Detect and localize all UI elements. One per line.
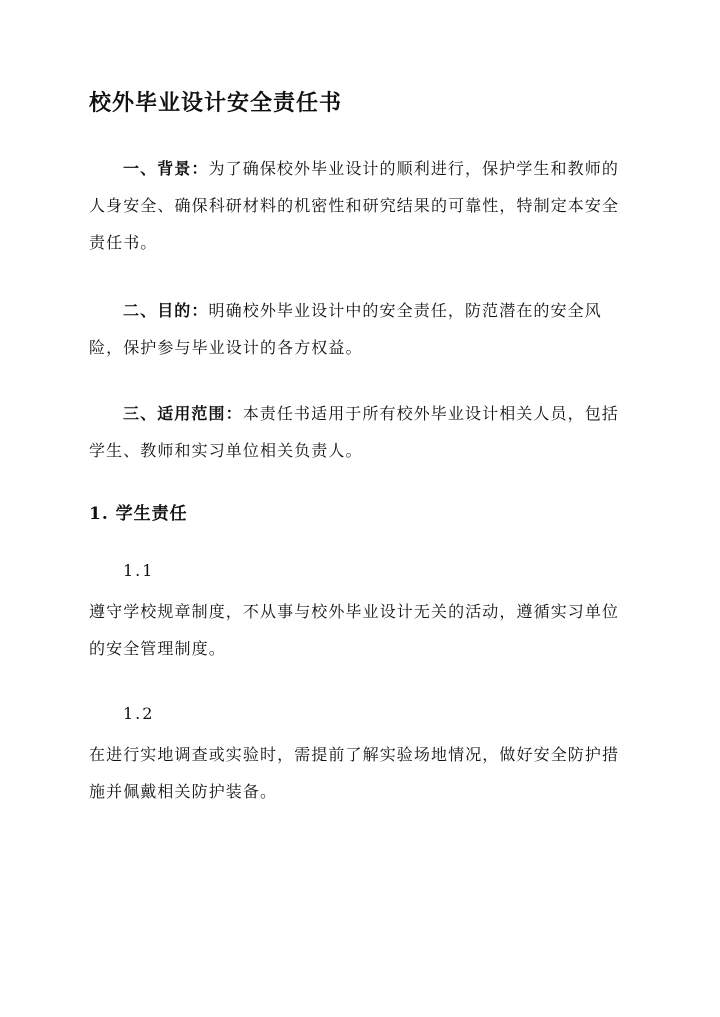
scope-paragraph [89, 395, 634, 469]
item-text: 在进行实地调查或实验时，需提前了解实验场地情况，做好安全防护措施并佩戴相关防护装备。 [89, 745, 620, 801]
background-paragraph [89, 150, 634, 261]
document-title: 校外毕业设计安全责任书 [89, 90, 343, 116]
scope-label: 三、适用范围： [123, 404, 243, 423]
scope-text: 本责任书适用于所有校外毕业设计相关人员，包括学生、教师和实习单位相关负责人。 [89, 404, 619, 460]
item-text: 遵守学校规章制度，不从事与校外毕业设计无关的活动，遵循实习单位的安全管理制度。 [89, 602, 620, 658]
background-label: 一、背景： [123, 159, 209, 178]
section-heading-student-responsibility: 1. 学生责任 [89, 504, 188, 524]
background-text: 为了确保校外毕业设计的顺利进行，保护学生和教师的人身安全、确保科研材料的机密性和研究结果的可靠性，特制定本安全责任书。 [89, 159, 620, 252]
item-number: 1.2 [123, 704, 155, 723]
item-number: 1.1 [123, 561, 155, 580]
purpose-label: 二、目的： [123, 301, 209, 320]
purpose-text: 明确校外毕业设计中的安全责任，防范潜在的安全风险，保护参与毕业设计的各方权益。 [89, 301, 602, 357]
purpose-paragraph [89, 292, 634, 366]
